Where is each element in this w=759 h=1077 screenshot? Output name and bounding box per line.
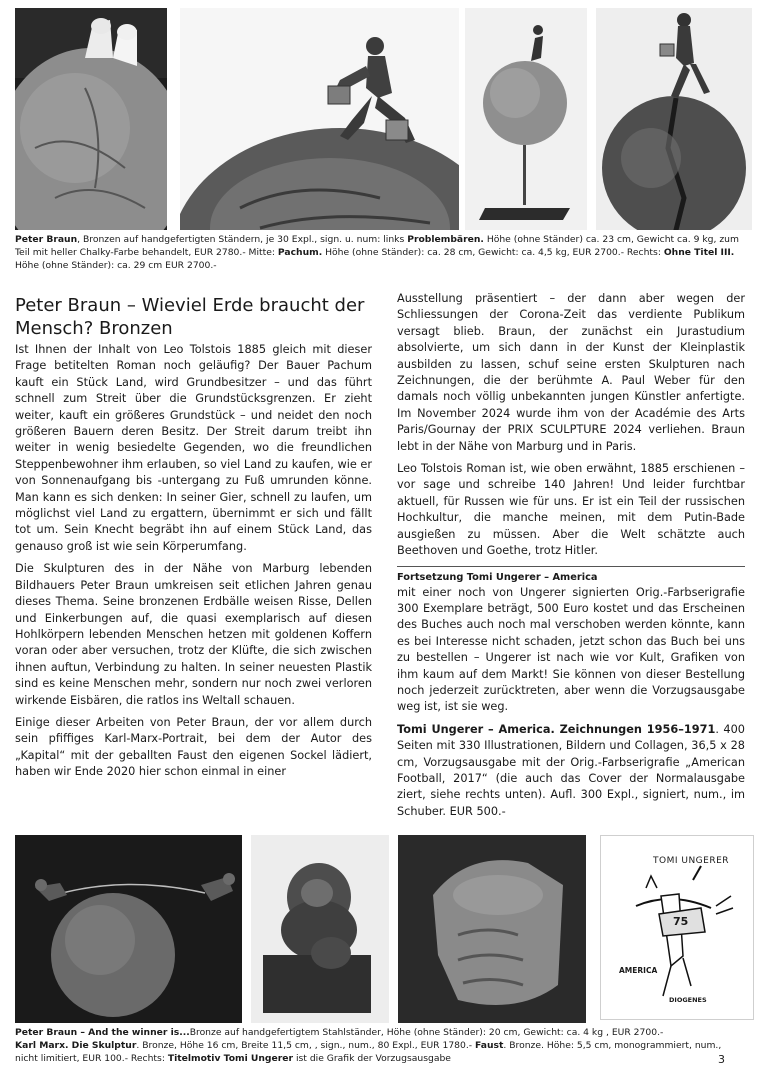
article-paragraph: Die Skulpturen des in der Nähe von Marburg lebenden Bildhauers Peter Braun umkreisen seit etlichen Jahren genau dieses Thema. Seine bronzenen Erdbälle weisen Risse, Dellen und Einkerbungen auf, die quasi exemplarisch auf diesen Hohlkörpern lebenden Menschen hetzen mit goldenen Koffern voran oder aber versuchen, trotz der Klüfte, die sich zwischen ihnen auftun, Verbindung zu halten. In seiner neuesten Plastik sind es keine Menschen mehr, sondern nur noch zwei verloren wirkende Eisbären, die ratlos ins Weltall schauen. [15, 562, 372, 707]
photo-ohne-titel-iii [596, 8, 752, 230]
article-paragraph: Ist Ihnen der Inhalt von Leo Tolstois 1885 gleich mit dieser Frage betitelten Roman noch geläufig? Der Bauer Pachum kauft ein Stück Land, wird Grundbesitzer – und das führt schnell zum Streit über die Grundstücksgrenzen. Er zieht weiter, kauft ein größeres Grundstück – und neidet den noch größeren Bauern deren Besitz. Der Streit darum treibt ihn weiter in wenig besiedelte Gegenden, wo die freundlichen Steppenbewohner ihm erlauben, so viel Land zu kaufen, wie er von Sonnenaufgang bis -untergang zu Fuß umrunden könne. Man kann es sich denken: In seiner Gier, schnell zu laufen, um möglichst viel Land zu ergattern, übernimmt er sich und fällt tot um. Sein Knecht begräbt ihn auf einem Stück Land, das genauso groß ist wie sein Körperumfang. [15, 343, 372, 553]
page-number: 3 [718, 1053, 725, 1066]
work-title-ohne-titel: Ohne Titel III. [663, 247, 735, 258]
article-paragraph: Ausstellung präsentiert – der dann aber wegen der Schliessungen der Corona-Zeit das verdiente Publikum versagt blieb. Braun, der zunächst ein Jurastudium absolvierte, um sich dann in der Kunst der Kleinplastik ausbilden zu lassen, schuf seine ersten Skulpturen nach Zeichnungen, die der berühmte A. Paul Weber für den damals noch völlig unbekannten jungen Künstler anfertigte. Im November 2024 wurde ihm von der Académie des Arts Paris/Gournay der PRIX SCULPTURE 2024 verliehen. Braun lebt in der Nähe von Marburg und in Paris. [397, 292, 745, 453]
book-cover-title: AMERICA [619, 966, 658, 975]
work-title-problembaeren: Problembären. [407, 234, 484, 245]
photo-ball-on-stand [465, 8, 587, 230]
bottom-photo-caption [15, 1026, 735, 1065]
caption-line-marx-faust: Karl Marx. Die Skulptur. Bronze, Höhe 16 cm, Breite 11,5 cm, , sign., num., 80 Expl., EUR 1780.- Faust. Bronze. Höhe: 5,5 cm, monogrammiert, num., nicht limitiert, EUR 100.- Rechts: Titelmotiv Tomi Ungerer ist die Grafik der Vorzugsausgabe [15, 1040, 722, 1064]
article-left-column [15, 294, 372, 787]
caption-line-winner: Peter Braun – And the winner is...Bronze auf handgefertigtem Stahlständer, Höhe (ohne Ständer): 20 cm, Gewicht: ca. 4 kg , EUR 2700.- [15, 1027, 664, 1038]
article-headline: Peter Braun – Wieviel Erde braucht der Mensch? Bronzen [15, 295, 365, 339]
ungerer-continuation-text: mit einer noch von Ungerer signierten Orig.-Farbserigrafie 300 Exemplare beträgt, 500 Euro kostet und das Erscheinen des Buches auch noch mal verschoben werden könnte, kann es bei Interesse nicht schaden, jetzt schon das Buch bei uns zu bestellen – Ungerer ist nach wie vor Kult, Grafiken von ihm kaum auf dem Markt! Sie können von dieser Bestellung noch jederzeit zurücktreten, aber wenn die Vorzugsausgabe weg ist, ist sie weg. [397, 585, 745, 714]
work-title-pachum: Pachum. [277, 247, 323, 258]
article-right-column [397, 291, 745, 826]
section-divider [397, 566, 745, 567]
book-listing: Tomi Ungerer – America. Zeichnungen 1956–1971. 400 Seiten mit 330 Illustrationen, Bildern und Collagen, 36,5 x 28 cm, Vorzugsausgabe mit der Orig.-Farbserigrafie „American Football, 2017“ (die auch das Cover der Normalausgabe ziert, siehe rechts unten). Aufl. 300 Expl., signiert, num., im Schuber. EUR 500.- [397, 722, 745, 818]
continuation-heading: Fortsetzung Tomi Ungerer – America [397, 571, 598, 583]
article-paragraph: Einige dieser Arbeiten von Peter Braun, der vor allem durch sein pfiffiges Karl-Marx-Portrait, bei dem der Autor des „Kapital“ mit der geballten Faust den eigenen Sockel lädiert, haben wir Ende 2020 hier schon einmal in einer [15, 715, 372, 779]
book-title: Tomi Ungerer – America. Zeichnungen 1956–1971 [397, 722, 716, 736]
book-cover-tomi-ungerer-america [600, 835, 754, 1020]
photo-problembaeren [15, 8, 167, 230]
artist-name: Peter Braun [15, 234, 78, 245]
article-paragraph: Leo Tolstois Roman ist, wie oben erwähnt, 1885 erschienen – vor sage und schreibe 140 Jahren! Und leider furchtbar aktuell, für Russen wie für uns. Er ist ein Teil der russischen Hochkultur, die manche meinen, mit dem Putin-Bade ausgießen zu müssen. Aber die Welt schätzte auch Beethoven und Goethe, trotz Hitler. [397, 462, 745, 558]
book-cover-publisher: DIOGENES [669, 996, 707, 1004]
book-cover-author: TOMI UNGERER [653, 856, 730, 866]
book-cover-jersey-number: 75 [673, 915, 689, 928]
photo-faust [398, 835, 586, 1023]
photo-karl-marx-sculpture [251, 835, 389, 1023]
photo-pachum [180, 8, 459, 230]
top-photo-caption: Peter Braun, Bronzen auf handgefertigten Ständern, je 30 Expl., sign. u. num: links Problembären. Höhe (ohne Ständer) ca. 23 cm, Gewicht ca. 9 kg, zum Teil mit heller Chalky-Farbe behandelt, EUR 2780.- Mitte: Pachum. Höhe (ohne Ständer): ca. 28 cm, Gewicht: ca. 4,5 kg, EUR 2700.- Rechts: Ohne Titel III. Höhe (ohne Ständer): ca. 29 cm EUR 2700.- [15, 234, 739, 271]
photo-and-the-winner-is [15, 835, 242, 1023]
